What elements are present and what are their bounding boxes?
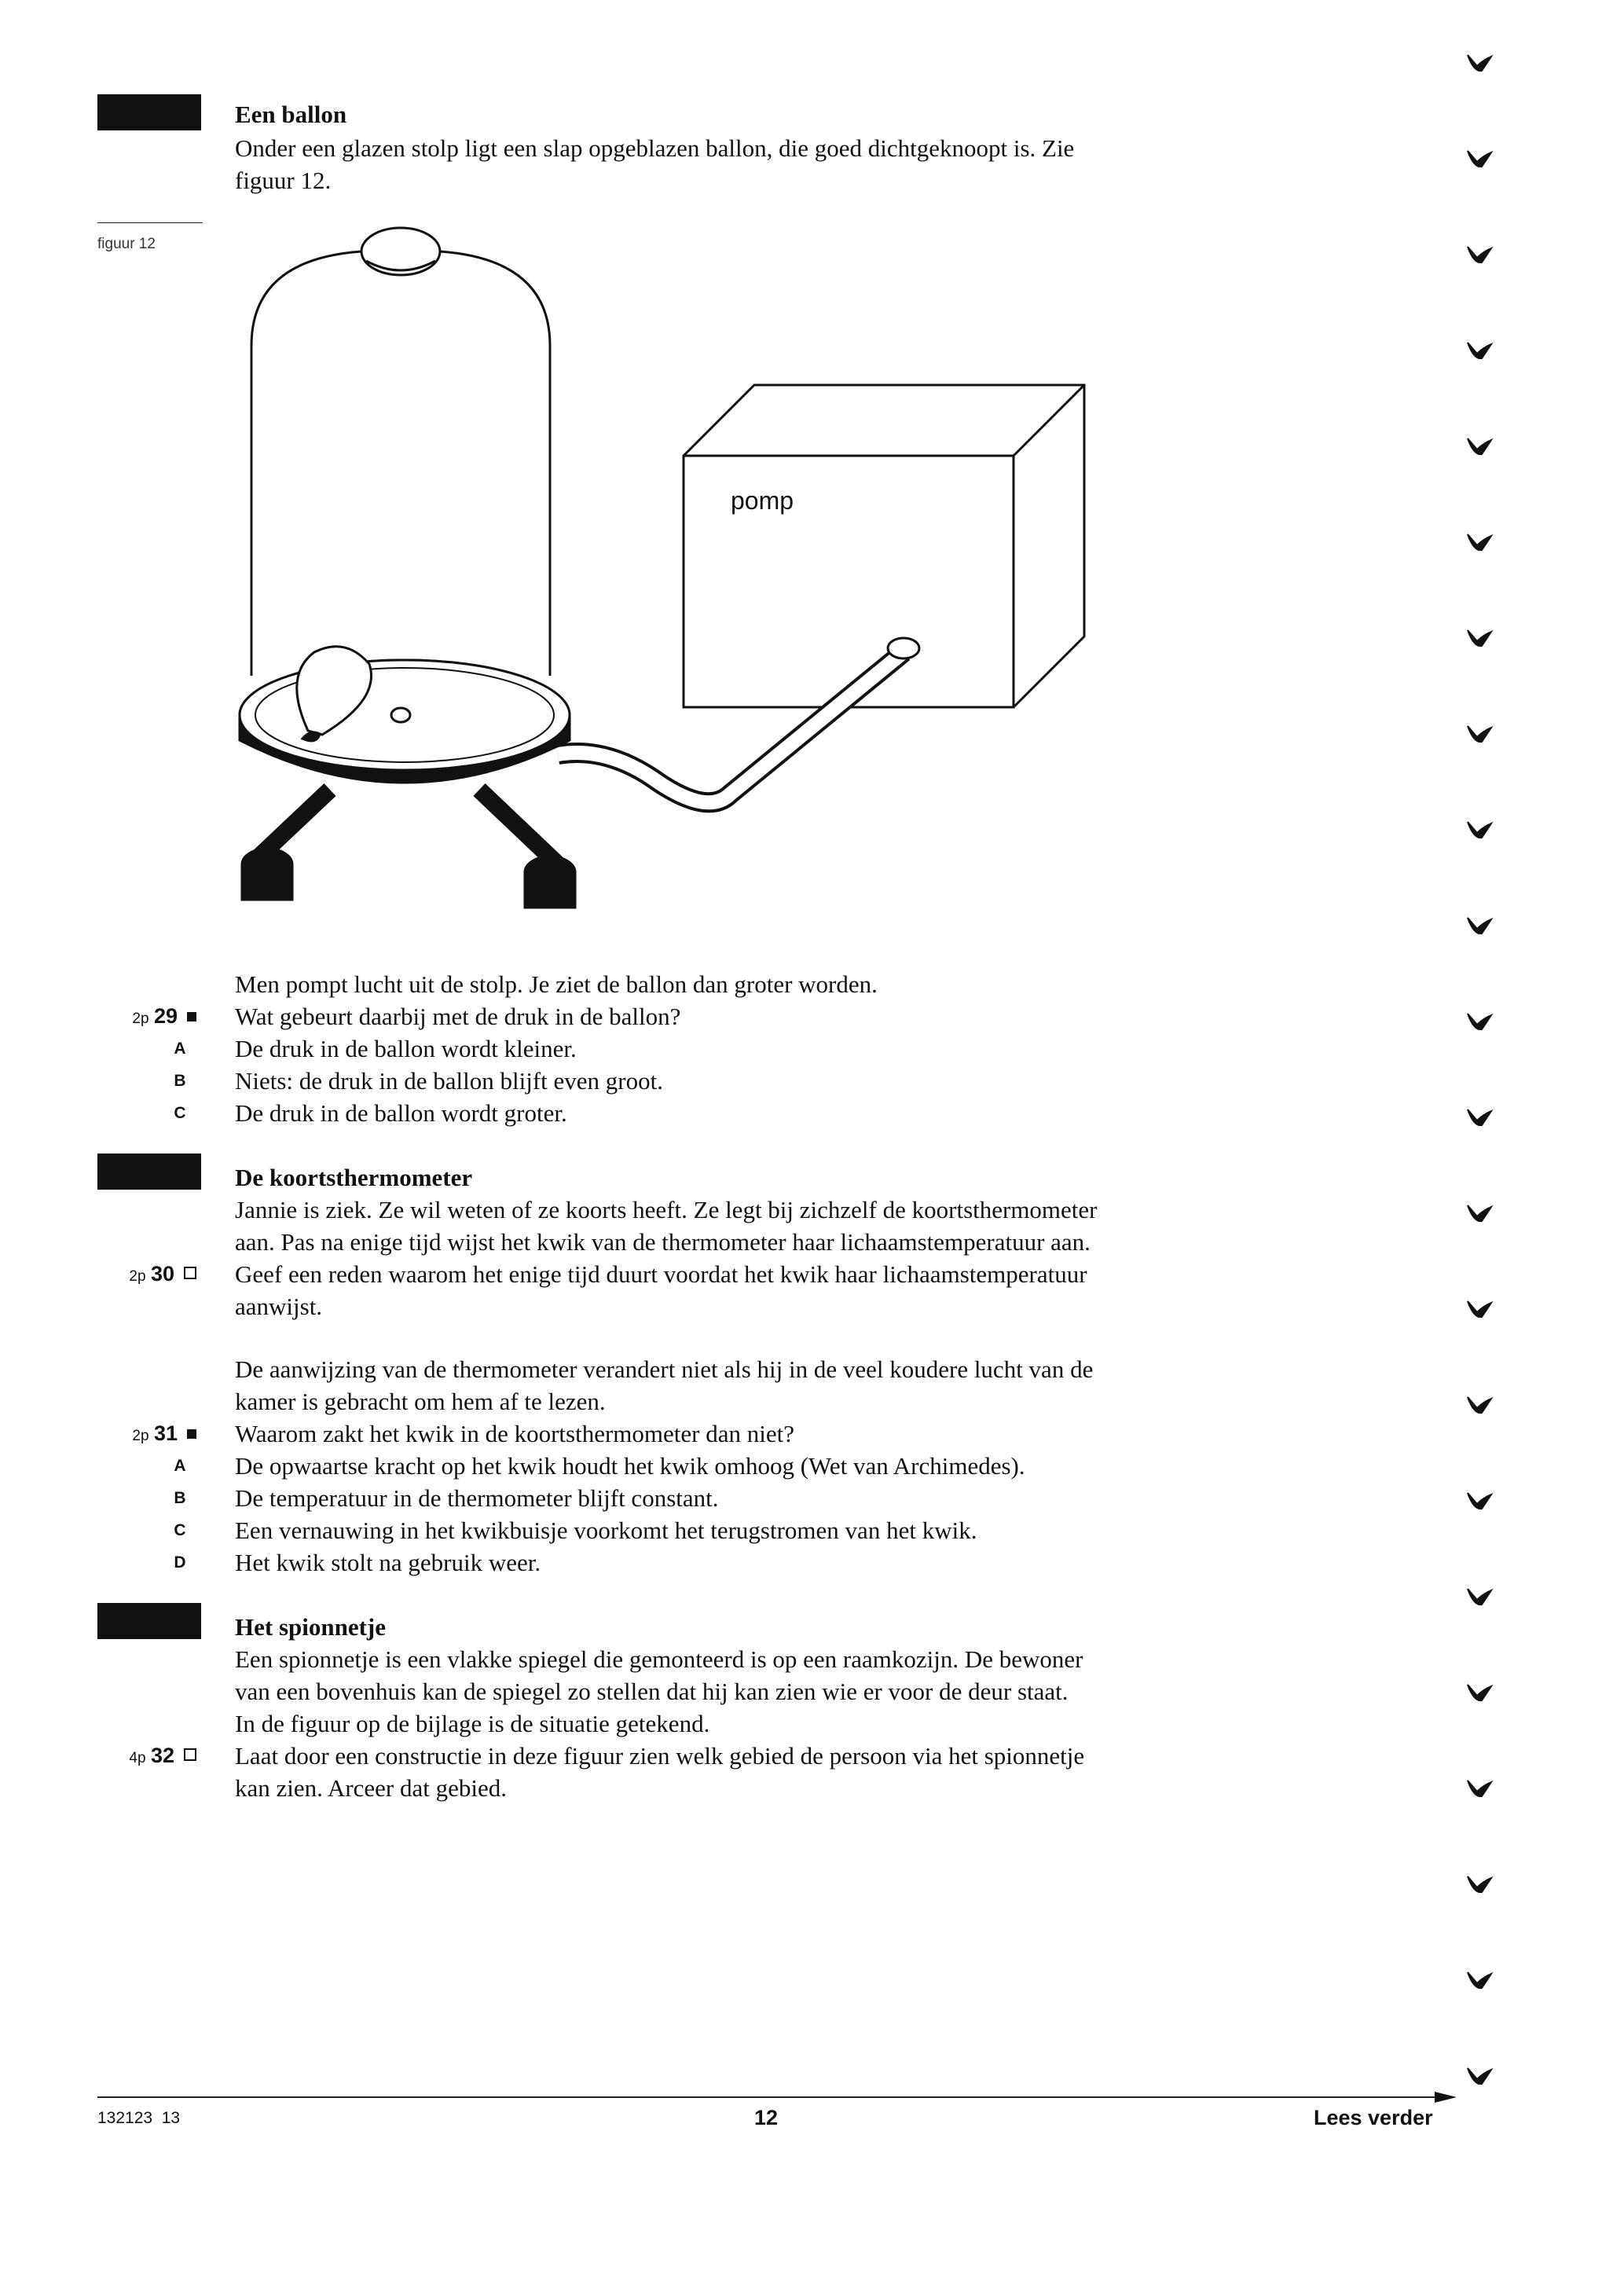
section-marker (97, 1154, 201, 1190)
section-title-thermo: De koortsthermometer (235, 1164, 473, 1191)
option-text: De opwaartse kracht op het kwik houdt het kwik omhoog (Wet van Archimedes). (235, 1452, 1025, 1480)
multiple-choice-marker (187, 1429, 196, 1439)
checkmark-icon (1468, 2068, 1491, 2084)
question-number-32: 4p 32 (8, 1740, 196, 1774)
checkmark-icon (1468, 1014, 1491, 1029)
checkmark-icon (1468, 1493, 1491, 1509)
checkmark-icon (1468, 151, 1491, 167)
question-29-text: Wat gebeurt daarbij met de druk in de ballon? (235, 1003, 681, 1030)
option-letter: C (174, 1104, 186, 1122)
option-text: Niets: de druk in de ballon blijft even groot. (235, 1067, 663, 1095)
intro-spion: Een spionnetje is een vlakke spiegel die gemonteerd is op een raamkozijn. De bewoner van een bovenhuis kan de spiegel zo stellen dat hij kan zien wie er voor de deur staat. In de figuur op de bijlage is de situatie getekend. (235, 1645, 1083, 1737)
option-text: De temperatuur in de thermometer blijft constant. (235, 1484, 719, 1512)
intro-line: figuur 12. (235, 167, 332, 194)
figure-rule (97, 222, 203, 223)
checkmark-icon (1468, 1876, 1491, 1892)
option-letter: A (174, 1040, 186, 1058)
checkmark-icon (1468, 1972, 1491, 1988)
question-number-30: 2p 30 (8, 1258, 196, 1293)
option-letter: C (174, 1521, 186, 1539)
checkmark-icon (1468, 1205, 1491, 1221)
checkmark-icon (1468, 1685, 1491, 1700)
intro-line: Jannie is ziek. Ze wil weten of ze koorts heeft. Ze legt bij zichzelf de koortsthermometer (235, 1196, 1098, 1223)
checkmark-icon (1468, 630, 1491, 646)
intro-thermo (235, 1194, 1335, 1258)
section-marker (97, 94, 201, 130)
option-letter: B (174, 1489, 186, 1507)
intro-line: Onder een glazen stolp ligt een slap opgeblazen ballon, die goed dichtgeknoopt is. Zie (235, 134, 1075, 162)
intro-ballon (235, 132, 1335, 196)
footer-rule (97, 2096, 1441, 2098)
figure-bell-jar-pump (228, 212, 1124, 935)
figure-label: figuur 12 (97, 236, 156, 252)
footer-code: 132123 13 (97, 2109, 181, 2127)
pump-label: pomp (731, 486, 794, 515)
checkmark-icon (1468, 1781, 1491, 1796)
question-32-text: Laat door een constructie in deze figuur zien welk gebied de persoon via het spionnetje kan zien. Arceer dat gebied. (235, 1742, 1085, 1802)
checkmark-icon (1468, 343, 1491, 358)
lead-thermo: De aanwijzing van de thermometer verandert niet als hij in de veel koudere lucht van de kamer is gebracht om hem af te lezen. (235, 1355, 1094, 1415)
margin-checkmarks (1446, 31, 1540, 2200)
checkmark-icon (1468, 247, 1491, 262)
option-text: De druk in de ballon wordt groter. (235, 1099, 567, 1127)
multiple-choice-marker (187, 1012, 196, 1021)
checkmark-icon (1468, 55, 1491, 71)
option-text: De druk in de ballon wordt kleiner. (235, 1035, 577, 1062)
page-number: 12 (754, 2106, 779, 2129)
intro-line: aan. Pas na enige tijd wijst het kwik van de thermometer haar lichaamstemperatuur aan. (235, 1228, 1091, 1256)
checkmark-icon (1468, 534, 1491, 550)
question-number-31: 2p 31 (8, 1418, 196, 1452)
checkmark-icon (1468, 726, 1491, 742)
open-question-marker (184, 1748, 196, 1761)
checkmark-icon (1468, 1109, 1491, 1125)
open-question-marker (184, 1267, 196, 1279)
lead-ballon: Men pompt lucht uit de stolp. Je ziet de ballon dan groter worden. (235, 970, 878, 998)
checkmark-icon (1468, 918, 1491, 933)
question-30-text: Geef een reden waarom het enige tijd duurt voordat het kwik haar lichaamstemperatuur aanwijst. (235, 1260, 1087, 1320)
question-number-29: 2p 29 (8, 1000, 196, 1035)
section-title-spion: Het spionnetje (235, 1613, 387, 1641)
checkmark-icon (1468, 438, 1491, 454)
checkmark-icon (1468, 1589, 1491, 1605)
question-31-text: Waarom zakt het kwik in de koortsthermometer dan niet? (235, 1420, 794, 1447)
section-marker (97, 1603, 201, 1639)
lees-verder: Lees verder (1314, 2106, 1433, 2129)
checkmark-icon (1468, 1397, 1491, 1413)
option-text: Een vernauwing in het kwikbuisje voorkomt het terugstromen van het kwik. (235, 1517, 977, 1544)
checkmark-icon (1468, 1301, 1491, 1317)
option-letter: A (174, 1457, 186, 1475)
section-title-ballon: Een ballon (235, 101, 347, 128)
option-letter: B (174, 1072, 186, 1090)
checkmark-icon (1468, 822, 1491, 838)
option-letter: D (174, 1553, 186, 1572)
option-text: Het kwik stolt na gebruik weer. (235, 1549, 541, 1576)
